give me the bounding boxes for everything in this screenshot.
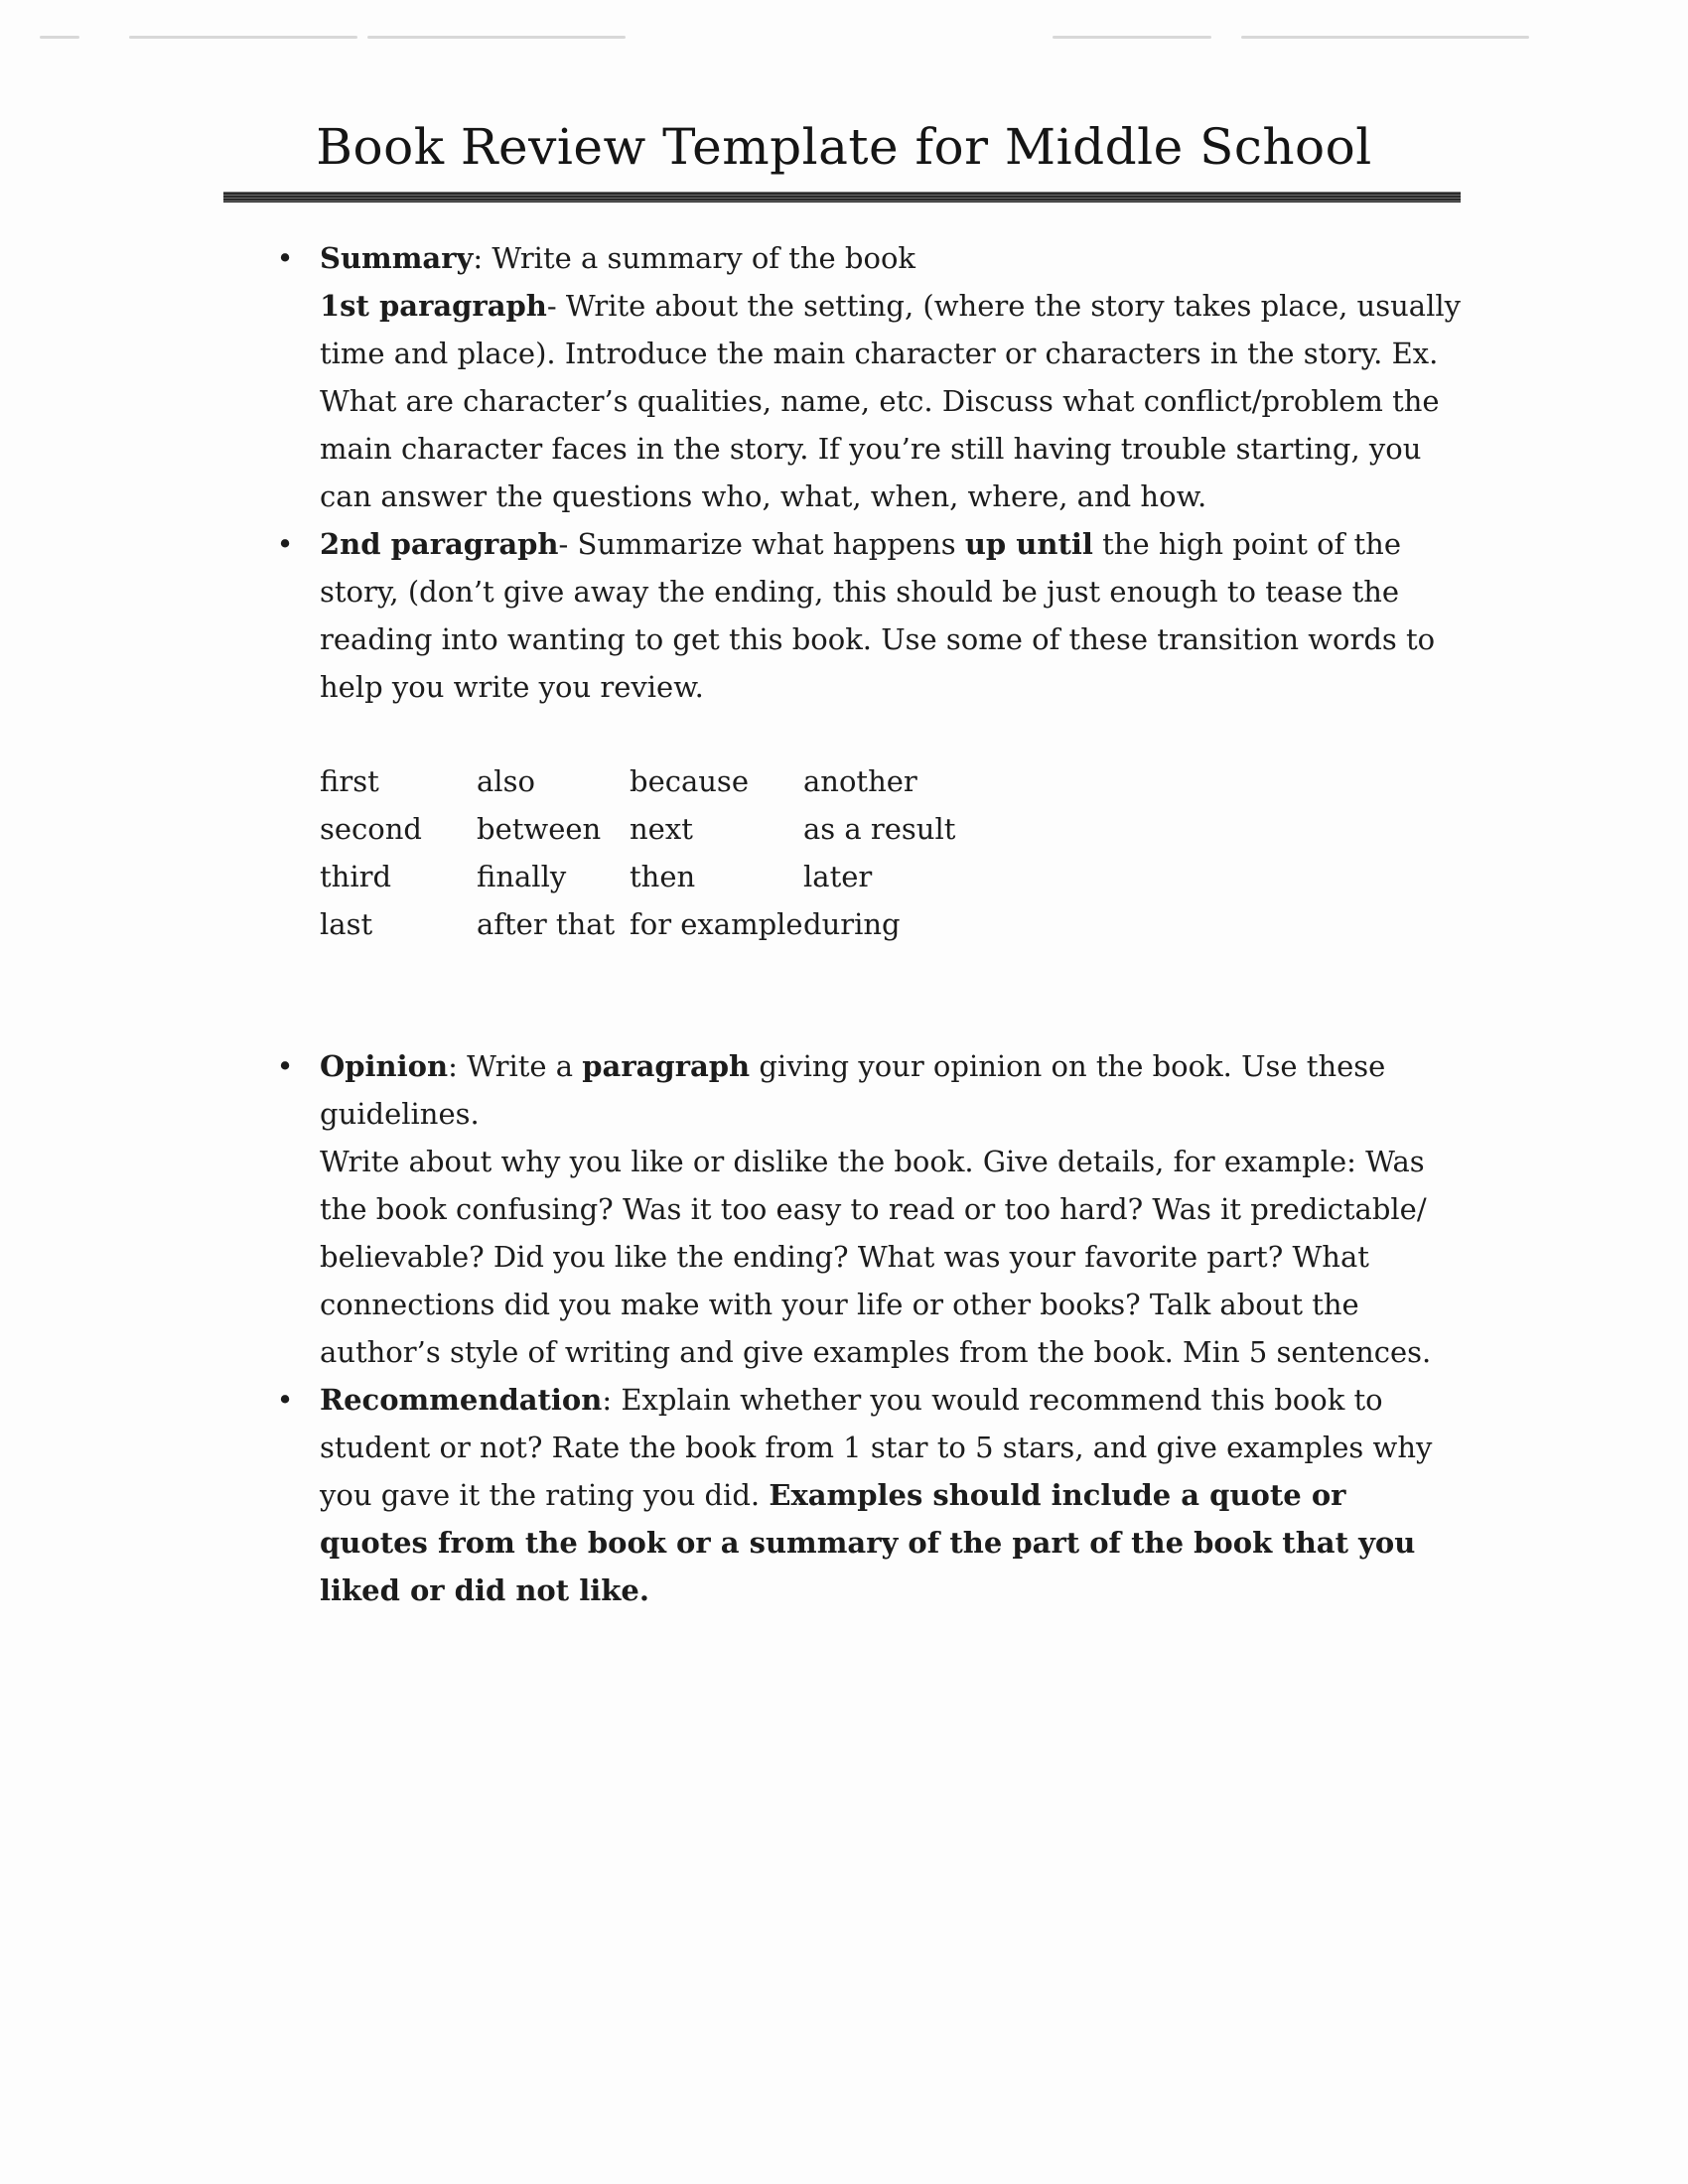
summary-label: Summary	[320, 241, 474, 275]
transition-word: during	[803, 907, 901, 941]
transition-word: as a result	[803, 812, 956, 846]
recommendation-body: : Explain whether you would recommend this book to student or not? Rate the book from 1 star to 5 stars, and give examples why you gave it the rating you did.	[320, 1383, 1433, 1512]
opinion-label: Opinion	[320, 1049, 449, 1083]
transition-word: last	[320, 907, 373, 941]
transition-word: second	[320, 812, 422, 846]
transition-word: then	[630, 860, 696, 893]
recommendation-item	[276, 1376, 1462, 1614]
summary-item	[276, 234, 1462, 520]
title-divider	[223, 192, 1461, 203]
first-paragraph-text: - Write about the setting, (where the story takes place, usually time and place). Introduce the main character or characters in the story. Ex. What are character’s qualities, name, etc. Discuss what conflict/problem the main character faces in the story. If you’re still having trouble starting, you can answer the questions who, what, when, where, and how.	[320, 289, 1462, 513]
transition-words-table	[320, 757, 1462, 948]
recommendation-emphasis: Examples should include a quote or quotes from the book or a summary of the part of the book that you liked or did not like.	[320, 1478, 1416, 1607]
paragraph-2-emphasis: up until	[964, 527, 1093, 561]
bullet: •	[276, 527, 294, 561]
transition-word: later	[803, 860, 873, 893]
transition-word: after that	[477, 907, 616, 941]
transition-word: because	[630, 764, 749, 798]
second-paragraph-label: 2nd paragraph	[320, 527, 559, 561]
opinion-body: Write about why you like or dislike the book. Give details, for example: Was the book confusing? Was it too easy to read or too hard? Was it predictable/ believable? Did you like the ending? What was your favorite part? What connections did you make with your life or other books? Talk about the author’s style of writing and give examples from the book. Min 5 sentences.	[320, 1145, 1432, 1369]
opinion-text-b: giving your opinion on the book. Use these guidelines.	[320, 1049, 1386, 1131]
opinion-text-a: : Write a	[448, 1049, 583, 1083]
summary-intro-text: : Write a summary of the book	[473, 241, 915, 275]
paragraph-2-text	[320, 520, 1462, 711]
summary-paragraph-1	[320, 282, 1462, 520]
bullet: •	[276, 1049, 294, 1083]
opinion-intro	[320, 1042, 1462, 1138]
transition-word: next	[630, 812, 693, 846]
bullet: •	[276, 241, 294, 275]
paragraph-2-item	[276, 520, 1462, 711]
paragraph-2-text-a: - Summarize what happens	[558, 527, 965, 561]
document-body	[276, 234, 1462, 1614]
recommendation-label: Recommendation	[320, 1383, 603, 1417]
recommendation-text	[320, 1376, 1462, 1614]
first-paragraph-label: 1st paragraph	[320, 289, 547, 323]
transition-word: third	[320, 860, 392, 893]
transition-word: for example	[630, 907, 803, 941]
transition-word: another	[803, 764, 917, 798]
page-title: Book Review Template for Middle School	[316, 118, 1372, 176]
paragraph-2-text-b: the high point of the story, (don’t give away the ending, this should be just enough to tease the reading into wanting to get this book. Use some of these transition words to help you write you review.	[320, 527, 1436, 704]
opinion-item	[276, 1042, 1462, 1376]
transition-word: finally	[477, 860, 567, 893]
scan-artifact	[40, 36, 1589, 50]
bullet: •	[276, 1383, 294, 1417]
transition-word: also	[477, 764, 535, 798]
opinion-emphasis: paragraph	[582, 1049, 751, 1083]
transition-word: between	[477, 812, 602, 846]
section-gap	[320, 948, 1462, 1042]
summary-intro	[320, 234, 1462, 282]
transition-word: first	[320, 764, 379, 798]
